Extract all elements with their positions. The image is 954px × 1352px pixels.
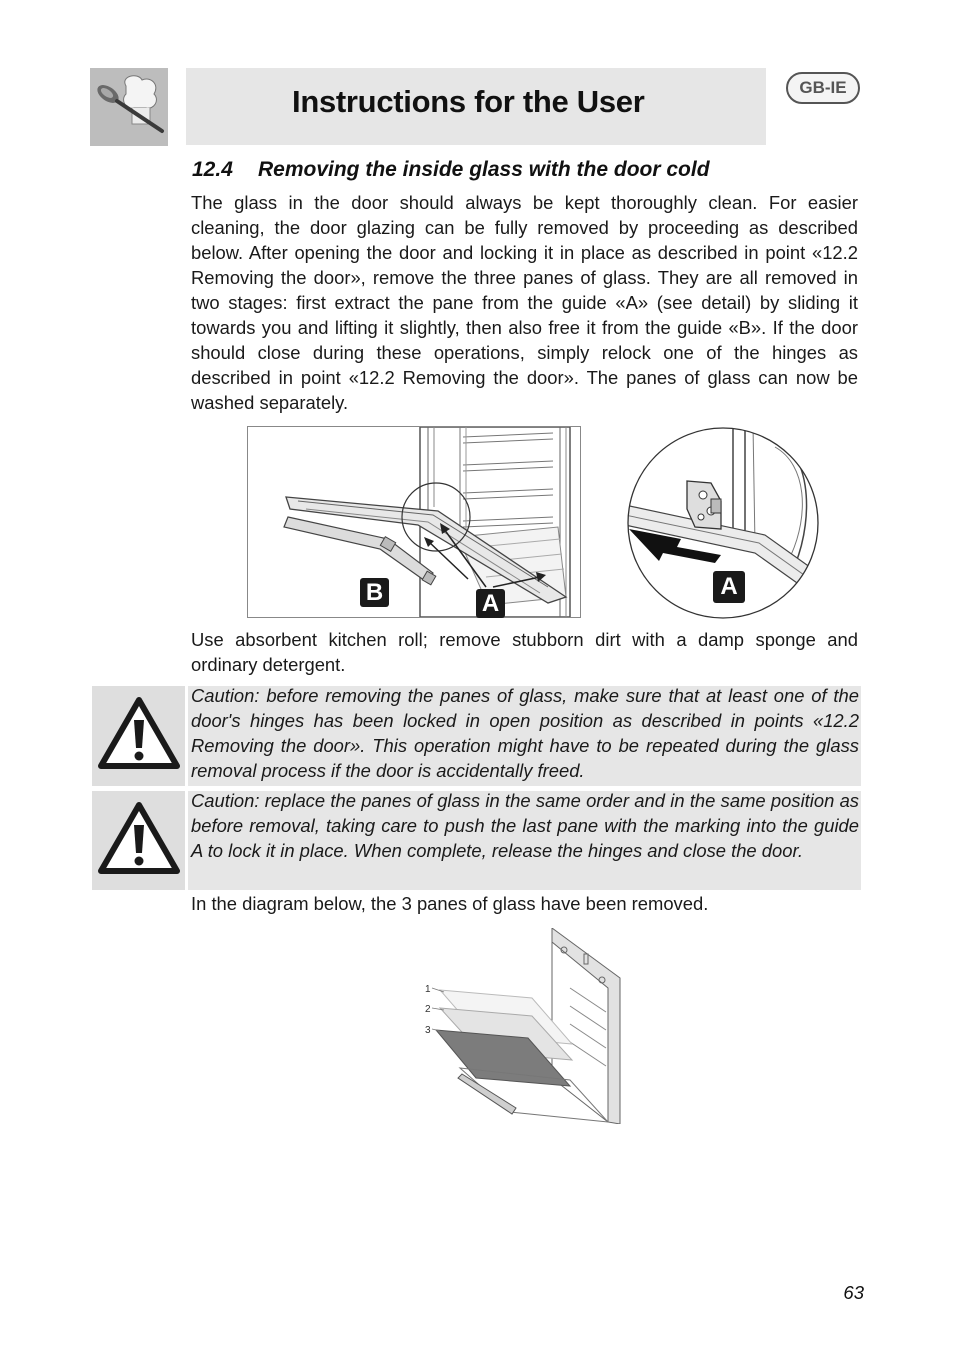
intro-paragraph: The glass in the door should always be kept thoroughly clean. For easier cleaning, the door glazing can be fully removed by proceeding as described below. After opening the door and locking it in place as described in point «12.2 Removing the door», remove the three panes of glass. They are all removed in two stages: first extract the pane from the guide «A» (see detail) by sliding it towards you and lifting it slightly, then also free it from the guide «B». If the door should close during these operations, simply relock one of the hinges as described in point «12.2 Removing the door». The panes of glass can now be washed separately. [191,192,858,413]
caution-icon-cell [92,791,185,890]
open-door-illustration [248,427,580,617]
caution-text: Caution: replace the panes of glass in the same order and in the same position as before removal, taking care to push the last pane with the marking into the guide A to lock it in place. When complete, release the hinges and close the door. [191,790,859,861]
page-title: Instructions for the User [292,84,645,119]
label-b: B [360,578,389,607]
caution-text-cell [188,791,861,890]
detail-label-a: A [713,571,745,603]
diagram-note: In the diagram below, the 3 panes of glass have been removed. [191,893,709,914]
caution-text: Caution: before removing the panes of glass, make sure that at least one of the door's hinges has been locked in open position as described in points «12.2 Removing the door». This operation might have to be repeated during the glass removal process if the door is accidentally freed. [191,685,859,781]
section-number: 12.4 [192,158,233,181]
label-a: A [476,589,505,618]
panes-removed-figure [420,928,625,1124]
caution-box-1 [92,686,861,786]
caution-box-2 [92,791,861,890]
warning-triangle-icon [97,799,181,877]
chef-spoon-icon [90,68,168,146]
glass-panes-illustration [420,928,625,1124]
language-badge: GB-IE [786,72,860,104]
caution-text-cell [188,686,861,786]
cleaning-paragraph: Use absorbent kitchen roll; remove stubborn dirt with a damp sponge and ordinary detergent. [191,629,858,675]
warning-triangle-icon [97,694,181,772]
logo [90,68,168,146]
section-title: Removing the inside glass with the door cold [258,158,710,181]
guide-detail-figure [625,425,821,621]
pane-number-1: 1 [425,984,431,995]
header-bar [186,68,766,145]
section-heading [192,158,852,182]
pane-number-2: 2 [425,1004,431,1015]
pane-number-3: 3 [425,1025,431,1036]
caution-icon-cell [92,686,185,786]
page-number: 63 [843,1282,864,1303]
door-removal-figure [247,426,581,618]
